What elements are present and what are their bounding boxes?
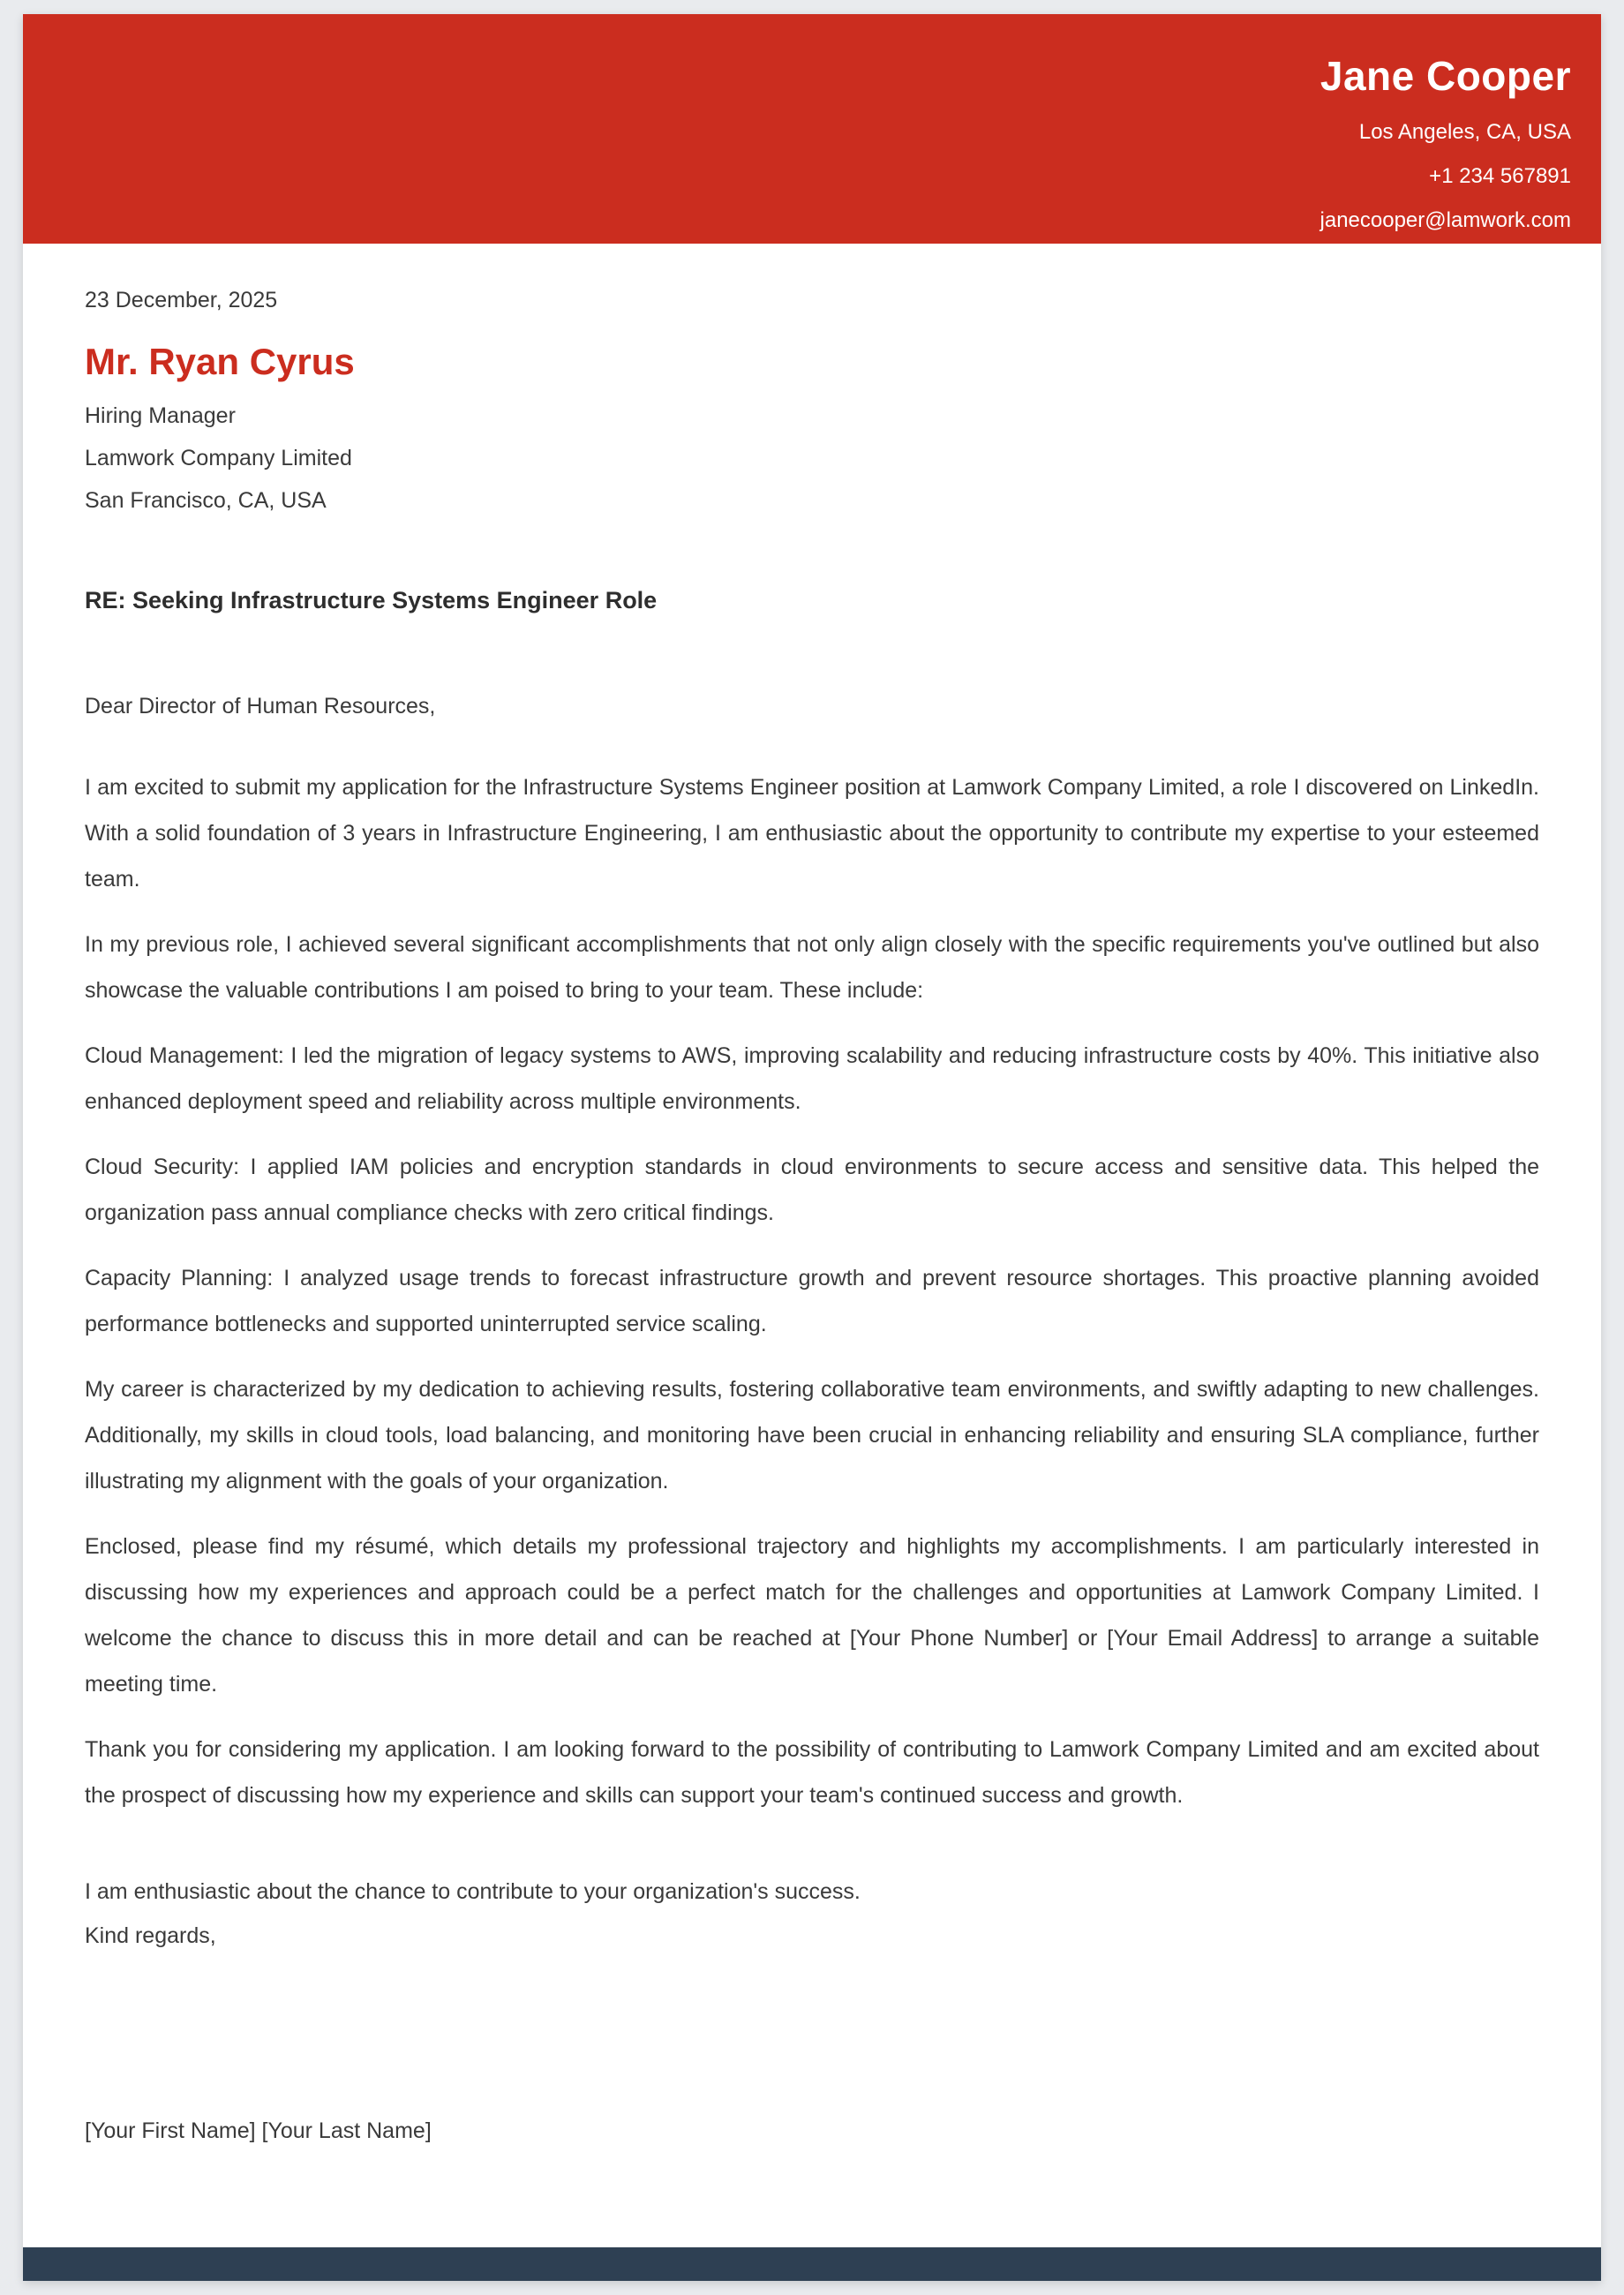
recipient-title: Hiring Manager <box>85 403 236 428</box>
recipient-name: Mr. Ryan Cyrus <box>85 340 355 382</box>
letterhead <box>23 14 1601 244</box>
cover-letter-page <box>23 14 1601 2281</box>
sender-location: Los Angeles, CA, USA <box>1358 119 1571 144</box>
sender-name: Jane Cooper <box>1320 53 1571 99</box>
paragraph-cloud-security: Cloud Security: I applied IAM policies and encryption standards in cloud environments to secure access and sensitive data. This helped the organization pass annual compliance checks with zero critical findings. <box>85 1154 1539 1225</box>
closing-line: I am enthusiastic about the chance to contribute to your organization's success. <box>85 1878 861 1904</box>
paragraph-capacity-planning: Capacity Planning: I analyzed usage trends to forecast infrastructure growth and prevent resource shortages. This proactive planning avoided performance bottlenecks and supported uninterrupted service scaling. <box>85 1265 1539 1336</box>
paragraph-intro: I am excited to submit my application for the Infrastructure Systems Engineer position at Lamwork Company Limited, a role I discovered on LinkedIn. With a solid foundation of 3 years in Infrastructure Engineering, I am enthusiastic about the opportunity to contribute my expertise to your esteemed team. <box>85 774 1539 892</box>
paragraph-career-summary: My career is characterized by my dedication to achieving results, fostering collaborative team environments, and swiftly adapting to new challenges. Additionally, my skills in cloud tools, load balancing, and monitoring have been crucial in enhancing reliability and ensuring SLA compliance, further illustrating my alignment with the goals of your organization. <box>85 1376 1539 1494</box>
recipient-location: San Francisco, CA, USA <box>85 487 327 513</box>
letter-body <box>23 244 1601 2145</box>
signature-placeholder: [Your First Name] [Your Last Name] <box>85 2118 432 2143</box>
paragraph-cloud-management: Cloud Management: I led the migration of legacy systems to AWS, improving scalability and reducing infrastructure costs by 40%. This initiative also enhanced deployment speed and reliability across multiple environments. <box>85 1042 1539 1114</box>
letter-date: 23 December, 2025 <box>85 288 278 312</box>
subject-line: RE: Seeking Infrastructure Systems Engineer Role <box>85 586 658 613</box>
paragraph-resume-enclosed: Enclosed, please find my résumé, which details my professional trajectory and highlights my accomplishments. I am particularly interested in discussing how my experiences and approach could be a perfect match for the challenges and opportunities at Lamwork Company Limited. I welcome the chance to discuss this in more detail and can be reached at [Your Phone Number] or [Your Email Address] to arrange a suitable meeting time. <box>85 1533 1539 1697</box>
recipient-company: Lamwork Company Limited <box>85 445 352 470</box>
sender-phone: +1 234 567891 <box>1429 163 1571 188</box>
footer-bar <box>23 2247 1601 2281</box>
sender-email: janecooper@lamwork.com <box>1320 207 1571 232</box>
salutation: Dear Director of Human Resources, <box>85 693 436 719</box>
paragraph-accomplishments-lead: In my previous role, I achieved several significant accomplishments that not only align closely with the specific requirements you've outlined but also showcase the valuable contributions I am poised to bring to your team. These include: <box>85 931 1539 1003</box>
paragraph-thank-you: Thank you for considering my application. I am looking forward to the possibility of contributing to Lamwork Company Limited and am excited about the prospect of discussing how my experience and skills can support your team's continued success and growth. <box>85 1736 1539 1808</box>
signoff: Kind regards, <box>85 1923 216 1948</box>
